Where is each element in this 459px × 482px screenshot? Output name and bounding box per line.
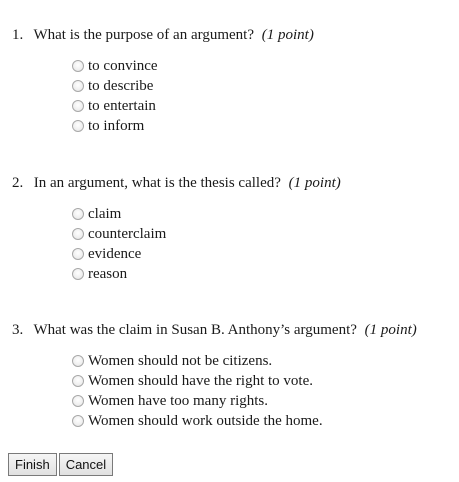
question-number: 2. [12,175,24,191]
option-label[interactable]: to inform [88,118,145,134]
option-label[interactable]: claim [88,206,122,222]
question-2 [12,174,341,284]
answer-option[interactable] [72,116,314,136]
radio-button[interactable] [72,120,84,132]
radio-button[interactable] [72,415,84,427]
option-label[interactable]: to describe [88,78,154,94]
option-label[interactable]: reason [88,266,128,282]
option-label[interactable]: Women have too many rights. [88,393,269,409]
answer-option[interactable] [72,76,314,96]
answer-option[interactable] [72,391,417,411]
option-label[interactable]: to convince [88,58,158,74]
radio-button[interactable] [72,375,84,387]
option-label[interactable]: Women should have the right to vote. [88,373,313,389]
question-number: 3. [12,322,24,338]
radio-button[interactable] [72,248,84,260]
question-text: In an argument, what is the thesis called? [33,175,281,191]
finish-button[interactable]: Finish [8,453,57,476]
answer-option[interactable] [72,264,341,284]
answer-options [72,56,314,136]
option-label[interactable]: Women should not be citizens. [88,353,273,369]
option-label[interactable]: evidence [88,246,142,262]
answer-option[interactable] [72,244,341,264]
option-label[interactable]: Women should work outside the home. [88,413,323,429]
answer-option[interactable] [72,96,314,116]
radio-button[interactable] [72,80,84,92]
answer-option[interactable] [72,411,417,431]
answer-option[interactable] [72,56,314,76]
question-heading [12,174,341,192]
question-number: 1. [12,27,24,43]
radio-button[interactable] [72,100,84,112]
answer-option[interactable] [72,204,341,224]
form-buttons [8,453,113,476]
radio-button[interactable] [72,395,84,407]
answer-option[interactable] [72,351,417,371]
cancel-button[interactable]: Cancel [59,453,113,476]
question-points: (1 point) [364,322,417,338]
question-points: (1 point) [288,175,341,191]
answer-option[interactable] [72,224,341,244]
radio-button[interactable] [72,208,84,220]
radio-button[interactable] [72,60,84,72]
option-label[interactable]: to entertain [88,98,156,114]
question-1 [12,26,314,136]
radio-button[interactable] [72,268,84,280]
option-label[interactable]: counterclaim [88,226,167,242]
question-text: What was the claim in Susan B. Anthony’s argument? [33,322,357,338]
answer-options [72,351,417,431]
radio-button[interactable] [72,355,84,367]
question-heading [12,26,314,44]
question-text: What is the purpose of an argument? [33,27,254,43]
answer-option[interactable] [72,371,417,391]
radio-button[interactable] [72,228,84,240]
question-points: (1 point) [261,27,314,43]
question-heading [12,321,417,339]
answer-options [72,204,341,284]
question-3 [12,321,417,431]
